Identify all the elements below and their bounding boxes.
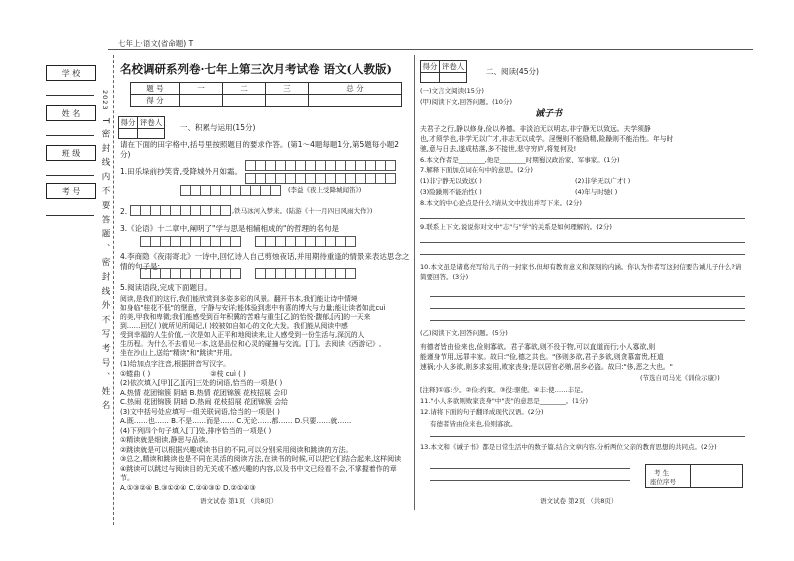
q3-text: 3.《论语》十二章中,阐明了"学与思是相辅相成的"的哲理的名句是 [120,224,339,233]
top-label: 七年上·语文(省命题) T [118,39,194,48]
grader-box-2 [420,60,467,83]
q10-answer-line-3[interactable] [430,320,745,321]
section2-sub2: (乙)阅读下文,回答问题。(5分) [420,329,508,337]
q1-note: (李益《夜上受降城闻笛》) [288,186,362,194]
q2-grid[interactable] [130,205,231,216]
q7a: (1)非宁静无以致远( ) [420,177,482,185]
passage-line: 坐在沙山上,送给"精读"和"跳读"并用。 [120,349,237,357]
q1-grid-2[interactable] [245,173,396,184]
score-cell-3[interactable] [265,95,308,107]
q3-grid[interactable] [140,236,241,247]
q1-text: 1.田乐垛前抄笑背,受降城外月如霜。 [120,167,243,176]
exam-no-label: 考 号 [61,186,81,196]
exam-no-line [46,215,94,216]
q13-text: 13.本文和《诫子书》都是日常生活中的数子篇,结合文章内容,分析两位父亲的教育思想的共同点。(2分) [420,443,717,451]
section1-title: 一、积累与运用(15分) [180,123,256,132]
grader-score-cell[interactable] [421,73,440,83]
section1-instruction: 请在下面的田字格中,括号里按照题目的要求作答。(第1～4题每题1分,第5题每小题2分) [120,140,400,159]
q1-answer-grid[interactable] [180,185,281,196]
poem-title: 诫子书 [535,109,563,119]
q5-2: (2)依次填入[甲][乙][丙]三处的词语,恰当的一项是( ) [120,379,283,387]
yi-line: 能谨身节用,远罪丰家。故曰:"俭,德之共也。"侈则多欲,君子多欲,则贪慕富贵,枉道 [420,353,664,361]
binding-year: 2023 [101,90,109,111]
q5-3a: A.既……也…… B.不是……而是…… C.无论……都…… D.只要……就…… [120,417,352,425]
q10-answer-line[interactable] [430,296,745,297]
q5-1b: ②枝 cuì ( ) [210,369,246,378]
q5-4-sentence: ④跳读可以跳过与阅读目的无关或不感兴趣的内容,以及书中文已经看不会,不掌握着作的章节。 [120,464,397,482]
passage-line: 生历程。为什么不去看见一本,这是品位和心灵的碰撞与交流。[丁]。去阅读《西游记》, [120,340,382,348]
name-label-box [46,105,96,121]
name-line [46,135,94,136]
grader-score-label: 得分 [120,118,136,127]
q2-tail: ,铁马冰河入梦来。(陆游《十一月四日风雨大作》) [232,207,373,215]
classical-text [420,124,740,154]
seat-label-2: 座位序号 [650,478,676,486]
score-col-label: 题 号 [131,83,180,95]
section2-sub1a: (甲)阅读下文,回答问题。(10分) [420,98,512,106]
q5-1a: ①蜷曲 ( ) [120,369,151,378]
score-cell-total[interactable] [308,95,401,107]
q7-text: 7.解释下面加点词在句中的意思。(2分) [420,166,533,174]
grader-score-cell[interactable] [119,129,138,139]
q8-answer-line[interactable] [420,218,745,219]
classical-line: 驰,意与日去,遂成枯落,多不接世,悲守穷庐,将复何及! [420,145,577,153]
seat-label-1: 考 生 [654,469,670,477]
binding-note: T密封线内不要答题、密封线外不写考号、姓名 [100,118,110,415]
q7b: (2)非学无以广才( ) [575,177,631,185]
q5-4-sentence: ③总之,精读和跳读也是不同在灵活的阅读方法,在读书的时候,可以把它们结合起来,这样阅读 [120,455,402,463]
passage-line: 的美,甲我和卑微;我们能感受到百年积冀的苦难与重生[乙]的怡悦·馥郁,[丙]的一天来 [120,313,371,321]
q5-passage [120,295,410,358]
q11-text: 11."小人多欲则败家丧身"中"丧"的意思是________。(1分) [420,397,589,405]
classical-line: 也,才须学也,非学无以广才,非志无以成学。淫慢则不能励精,险躁则不能治性。年与时 [420,135,674,143]
q10-answer-line-2[interactable] [430,308,745,309]
section2-sub1: (一)文言文阅读(15分) [420,87,484,95]
name-label: 姓 名 [61,108,81,118]
score-table [130,82,402,107]
seat-divider [690,465,691,487]
grader-box-1 [118,116,165,139]
school-line [46,95,94,96]
q10-text: 10.本文虽是诸葛亮写给儿子的一封家书,但却有教育意义和深刻的内涵。你认为作者写这封信要告诫儿子什么?请简要回答。(3分) [420,263,742,281]
q7c: (3)险躁则不能治性( ) [420,188,482,196]
q5-4-sentence: ②跳读就是可以根据兴趣或读书目的不同,可以分别采用阅读和跳读的方法。 [120,445,353,454]
score-col-3: 三 [265,83,308,95]
passage-line: 如身临"桂花不低"的惬意，宁静与安详;能体验到悲中有喜的博大与力量;能让读者如此cuì [120,304,386,312]
q5-1: (1)给加点字注音,根据拼音写汉字。 [120,360,231,368]
q4-grid[interactable] [140,268,241,279]
page2-footer: 语文试卷 第2页 （共8页） [540,497,618,505]
q5-2a: A.热情 花团锦簇 阴暗 B.热情 花团锦簇 花枝招展 会印 [120,388,288,397]
yi-line: 速祸;小人多欲,则多求妄用,败家丧身;是以居官必贿,居乡必盗。故曰:"侈,恶之大也。" [420,363,673,371]
score-cell-2[interactable] [222,95,265,107]
q5-subquestions [120,360,410,493]
q1-grid[interactable] [245,160,396,171]
grader-name-cell[interactable] [138,129,165,139]
score-col-1: 一 [180,83,223,95]
q7d: (4)年与时驰( ) [575,188,618,196]
q12-text: 12.请将下面的句子翻译成现代汉语。(2分) [420,408,544,416]
q5-4-sentence: ①精读就是细读,静思与品读。 [120,436,213,444]
class-label-box [46,145,96,161]
q9-text: 9.联系上下文,说说你对文中"志"与"学"的关系是如何理解的。(2分) [420,223,612,231]
q13-answer-line[interactable] [430,468,630,469]
q5-4a: A.①③②④ B.③①②④ C.②④③① D.②①④③ [120,483,256,492]
q9-answer-line[interactable] [420,242,745,243]
score-col-2: 二 [222,83,265,95]
page1-footer: 语文试卷 第1页 （共8页） [200,497,278,505]
score-cell-1[interactable] [180,95,223,107]
q8-text: 8.本文的中心论点是什么?请从文中找出并写下来。(2分) [420,199,582,207]
q5-3: (3)文中括号处应填写一组关联词语,恰当的一项是( ) [120,407,280,416]
grader-score-label: 得分 [422,62,438,71]
exam-no-label-box [46,183,96,199]
seat-box [645,464,743,488]
yi-line: 有德者皆由俭来也,俭则寡欲。君子寡欲,则不役于物,可以直道而行;小人寡欲,则 [420,343,656,351]
q5-4: (4)下列四个句子填入[丁]处,排序恰当的一项是( ) [120,426,272,435]
yi-note: [注释]①寡:少。②俭:约束。③役:驱使。④丰:使……丰足。 [420,386,588,394]
q4-grid-2[interactable] [255,268,356,279]
q3-grid-2[interactable] [255,236,356,247]
exam-title: 名校调研系列卷·七年上第三次月考试卷 语文(人教版) [120,62,392,76]
q2-text: 2. [120,207,128,216]
q6-text: 6.本文作者是________,他是________时期蜀汉政治家、军事家。(1分) [420,156,620,164]
school-label-box [46,65,96,81]
yi-text [420,342,745,372]
grader-label: 评卷人 [440,61,467,73]
q12-sentence: 有德者皆由俭来也,俭则寡欲。 [430,420,517,428]
score-row-label: 得 分 [131,95,180,107]
classical-line: 夫君子之行,静以修身,俭以养德。非淡泊无以明志,非宁静无以致远。夫学须静 [420,125,651,133]
score-col-total: 总 分 [308,83,401,95]
q5-2b: C.热闹 花团锦簇 阴暗 D.热闹 花枝招展 花团锦簇 会给 [120,398,289,406]
section2-title: 二、阅读(45分) [486,67,539,76]
yi-source: (节选自司马光《训俭示康》) [640,374,720,382]
q9-answer-line-2[interactable] [420,254,745,255]
q4-text: 4.李商隐《夜雨寄北》一诗中,回忆诗人自己剪烛夜话,并用期待重逢的情景来表达思念之情的句子是: [120,252,410,271]
top-rule [108,49,753,50]
binding-line [113,55,114,525]
passage-line: 到……回忆( )就所见所闻记,( )较被如自如心的文化大发。我们能从阅读中感 [120,322,348,330]
page-divider [414,55,415,510]
grader-label: 评卷人 [138,117,165,129]
class-label: 班 级 [61,148,81,158]
passage-line: 受到幸福的人生价值,一次是如人正平和地阅读来,让人感受到一份生活与,深沉的人 [120,331,365,339]
grader-name-cell[interactable] [440,73,467,83]
q12-answer-line[interactable] [430,436,745,437]
passage-line: 阅读,是我们的这行,我们能欣赏到多姿多彩的风景。翻开书本,我们能让诗中情境 [120,295,358,303]
class-line [46,175,94,176]
q13-answer-line-2[interactable] [430,480,630,481]
school-label: 学 校 [61,68,81,78]
q5-text: 5.阅读语段,完成下面题目。 [120,283,213,292]
